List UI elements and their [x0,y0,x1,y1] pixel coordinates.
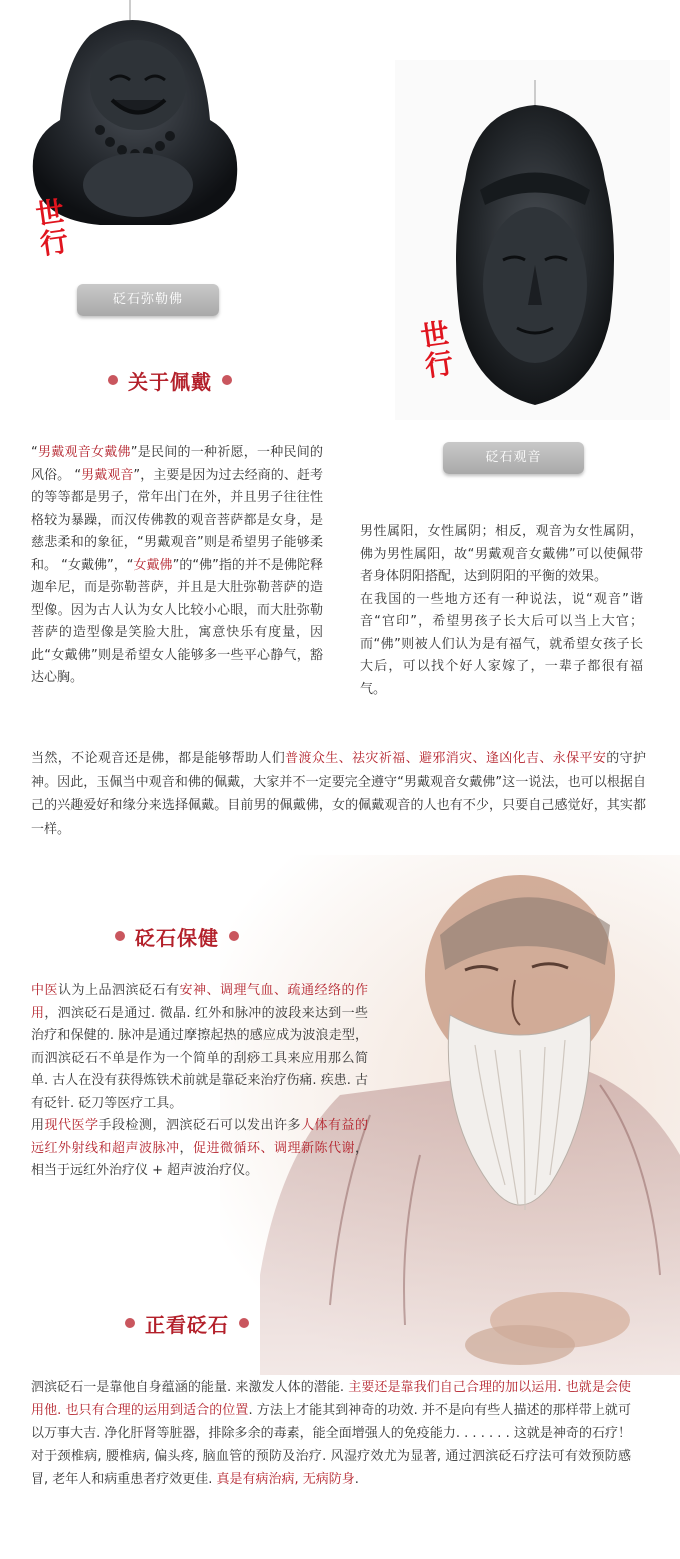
highlight-text: 安神、调理气血、疏通经络的作用 [31,983,368,1021]
highlight-text: 真是有病治病, 无病防身 [216,1472,355,1487]
text-run: 认为上品泗滨砭石有 [58,983,180,998]
text-run: 当然，不论观音还是佛，都是能够帮助人们 [31,751,286,766]
text-run: . 方法上才能其到神奇的功效. 并不是向有些人描述的那样带上就可以万事大吉. 净化肝肾等脏器，排除多余的毒素，能全面增强人的免疫能力. . . . . . . 这就是神奇的石疗！对于颈椎病, 腰椎病, 偏头疼, 脑血管的预防及治疗. 风湿疗效尤为显著, 通过泗滨砭石疗法可有效预防感冒, 老年人和病重患者疗效更佳. [31,1403,632,1487]
section-title-view [115,1310,259,1336]
text-run: ， [179,1140,193,1156]
text-run: 用 [31,1118,45,1133]
section-title-health [105,923,249,949]
paragraph-wearing-summary [31,747,646,841]
paragraph-wearing-left [31,442,323,690]
highlight-text: 促进微循环、调理新陈代谢 [192,1140,355,1156]
paragraph-homophone: 在我国的一些地方还有一种说法，说“观音”谐音“官印”，希望男孩子长大后可以当上大官；而“佛”则被人们认为是有福气，就希望女孩子长大后，可以找个好人家嫁了，一辈子都很有福气。 [360,591,643,697]
highlight-text: 普渡众生、祛灾祈福、避邪消灾、逢凶化吉、永保平安 [285,751,607,766]
text-run: . [354,1472,359,1487]
bullet-dot-icon [239,1318,249,1328]
caption-guanyin: 砭石观音 [443,442,584,474]
text-run: 泗滨砭石一是靠他自身蕴涵的能量. 来激发人体的潜能. [31,1380,349,1395]
bullet-dot-icon [229,931,239,941]
paragraph-view [31,1376,631,1491]
paragraph-health [31,980,368,1183]
bullet-dot-icon [222,375,232,385]
bullet-dot-icon [125,1318,135,1328]
paragraph-wearing-right [360,521,643,701]
text-run: ”的“佛”指的并不是佛陀释迦牟尼，而是弥勒菩萨，并且是大肚弥勒菩萨的造型像。因为古人认为女人比较小心眼，而大肚弥勒菩萨的造型像是笑脸大肚，寓意快乐有度量，因此“女戴佛”则是希望女人能够多一些平心静气，豁达心胸。 [31,557,323,685]
heading-text: 正看砭石 [145,1312,229,1337]
text-run: ”是民间的一种祈愿，一种民间的风俗。 “ [31,445,323,483]
seal-stamp-guanyin: 世 行 [418,316,456,384]
highlight-text: 男戴观音女戴佛 [37,445,131,460]
highlight-text: 现代医学 [44,1118,99,1133]
highlight-text: 中医 [31,983,58,998]
highlight-text: 主要还是靠我们自己合理的加以运用. 也就是会使用他. 也只有合理的运用到适合的位置 [31,1380,632,1418]
highlight-text: 女戴佛 [133,557,173,573]
text-run: 手段检测，泗滨砭石可以发出许多 [98,1118,301,1133]
text-run: 的守护神。因此，玉佩当中观音和佛的佩戴，大家并不一定要完全遵守“男戴观音女戴佛”这一说法，也可以根据自己的兴趣爱好和缘分来选择佩戴。目前男的佩戴佛，女的佩戴观音的人也有不少，只要自己感觉好，其实都一样。 [31,751,646,837]
caption-maitreya: 砭石弥勒佛 [77,284,219,316]
text-run: ，泗滨砭石是通过. 微晶. 红外和脉冲的波段来达到一些治疗和保健的. 脉冲是通过摩擦起热的感应成为波浪走型，而泗滨砭石不单是作为一个简单的刮痧工具来应用那么简单. 古人在没有获得炼铁术前就是靠砭来治疗伤痛. 疾患. 古有砭针. 砭刀等医疗工具。 [31,1005,368,1111]
text-run: “ [31,445,38,460]
paragraph-yinyang: 男性属阳，女性属阴；相反，观音为女性属阴，佛为男性属阳，故“男戴观音女戴佛”可以使佩带者身体阴阳搭配，达到阴阳的平衡的效果。 [360,524,643,584]
highlight-text: 男戴观音 [81,467,134,483]
highlight-text: 人体有益的远红外射线和超声波脉冲 [31,1118,368,1156]
text-run: ”，主要是因为过去经商的、赶考的等等都是男子，常年出门在外，并且男子往往性格较为暴躁，而汉传佛教的观音菩萨都是女身，是慈悲柔和的象征，“男戴观音”则是希望男子能够柔和。 “女戴佛”，“ [31,467,323,573]
text-run: ，相当于远红外治疗仪 + 超声波治疗仪。 [31,1140,368,1178]
seal-stamp-maitreya: 世 行 [33,194,71,262]
heading-text: 关于佩戴 [128,369,212,394]
section-title-wearing [98,367,242,393]
bullet-dot-icon [115,931,125,941]
heading-text: 砭石保健 [135,925,219,950]
bullet-dot-icon [108,375,118,385]
